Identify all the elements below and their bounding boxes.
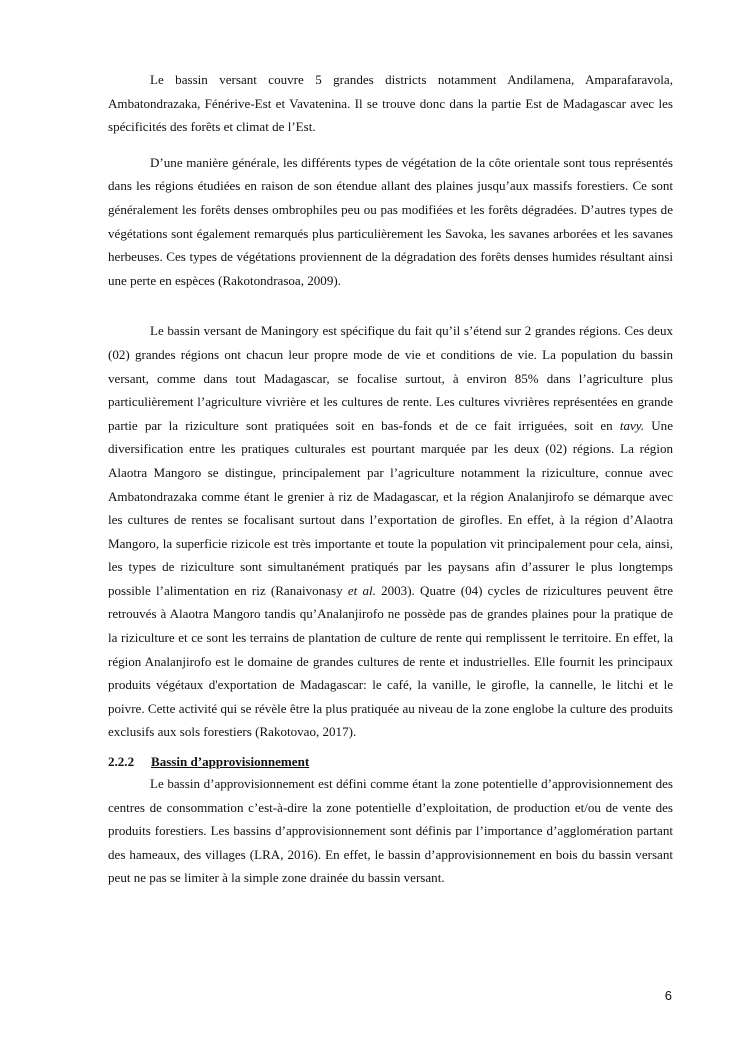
italic-et-al: et al. [347,582,376,598]
page-number: 6 [664,988,672,1003]
page-body [108,68,673,890]
paragraph-text: 2003). Quatre (04) cycles de rizicultures peuvent être retrouvés à Alaotra Mangoro tandis qu’Analanjirofo ne possède pas de grandes plaines pour la pratique de la riziculture et ce sont les terrains de plantation de culture de rente qui remplissent le territoire. En effet, la région Analanjirofo est le domaine de grandes cultures de rente et industrielles. Elle fournit les principaux produits végétaux d'exportation de Madagascar: le café, la vanille, le girofle, la cannelle, le litchi et le poivre. Cette activité qui se révèle être la plus pratiquée au niveau de la zone englobe la culture des produits exclusifs aux sols forestiers (Rakotovao, 2017). [108,582,673,740]
paragraph-supply-basin: Le bassin d’approvisionnement est défini comme étant la zone potentielle d’approvisionnement des centres de consommation c’est-à-dire la zone potentielle d’exploitation, de production et/ou de vente des produits forestiers. Les bassins d’approvisionnement sont définis par l’importance d’agglomération partant des hameaux, des villages (LRA, 2016). En effet, le bassin d’approvisionnement en bois du bassin versant peut ne pas se limiter à la simple zone drainée du bassin versant. [108,776,673,886]
section-number: 2.2.2 [108,754,135,770]
section-title: Bassin d’approvisionnement [151,754,310,770]
paragraph-maningory [108,319,673,744]
paragraph-text: Le bassin versant de Maningory est spécifique du fait qu’il s’étend sur 2 grandes régions. Ces deux (02) grandes régions ont chacun leur propre mode de vie et conditions de vie. La population du bassin versant, comme dans tout Madagascar, se focalise surtout, à environ 85% dans l’agriculture plus particulièrement l’agriculture vivrière et les cultures de rente. Les cultures vivrières représentées en grande partie par la riziculture sont pratiquées soit en bas-fonds et de ce fait irriguées, soit en [108,323,673,433]
section-heading [108,752,673,772]
paragraph-vegetation: D’une manière générale, les différents types de végétation de la côte orientale sont tous représentés dans les régions étudiées en raison de son étendue allant des plaines jusqu’aux massifs forestiers. Ce sont généralement les forêts denses ombrophiles peu ou pas modifiées et les forêts dégradées. D’autres types de végétations sont également remarqués plus particulièrement les Savoka, les savanes arborées et les savanes herbeuses. Ces types de végétations proviennent de la dégradation des forêts denses humides résultant ainsi une perte en espèces (Rakotondrasoa, 2009). [108,154,673,288]
paragraph-districts: Le bassin versant couvre 5 grandes districts notamment Andilamena, Amparafaravola, Ambatondrazaka, Fénérive-Est et Vavatenina. Il se trouve donc dans la partie Est de Madagascar avec les spécificités des forêts et climat de l’Est. [108,72,673,135]
paragraph-text: Une diversification entre les pratiques culturales est pourtant marquée par les deux (02) régions. La région Alaotra Mangoro se distingue, principalement par l’agriculture notamment la riziculture, connue avec Ambatondrazaka comme étant le grenier à riz de Madagascar, et la région Analanjirofo se démarque avec les cultures de rentes se focalisant surtout dans l’exportation de girofles. En effet, à la région d’Alaotra Mangoro, la superficie rizicole est très importante et toute la population vit principalement pour cela, ainsi, les types de riziculture sont simultanément pratiqués par les paysans afin d’assurer le plus longtemps possible l’alimentation en riz (Ranaivonasy [108,417,673,598]
italic-term-tavy: tavy. [619,417,645,433]
